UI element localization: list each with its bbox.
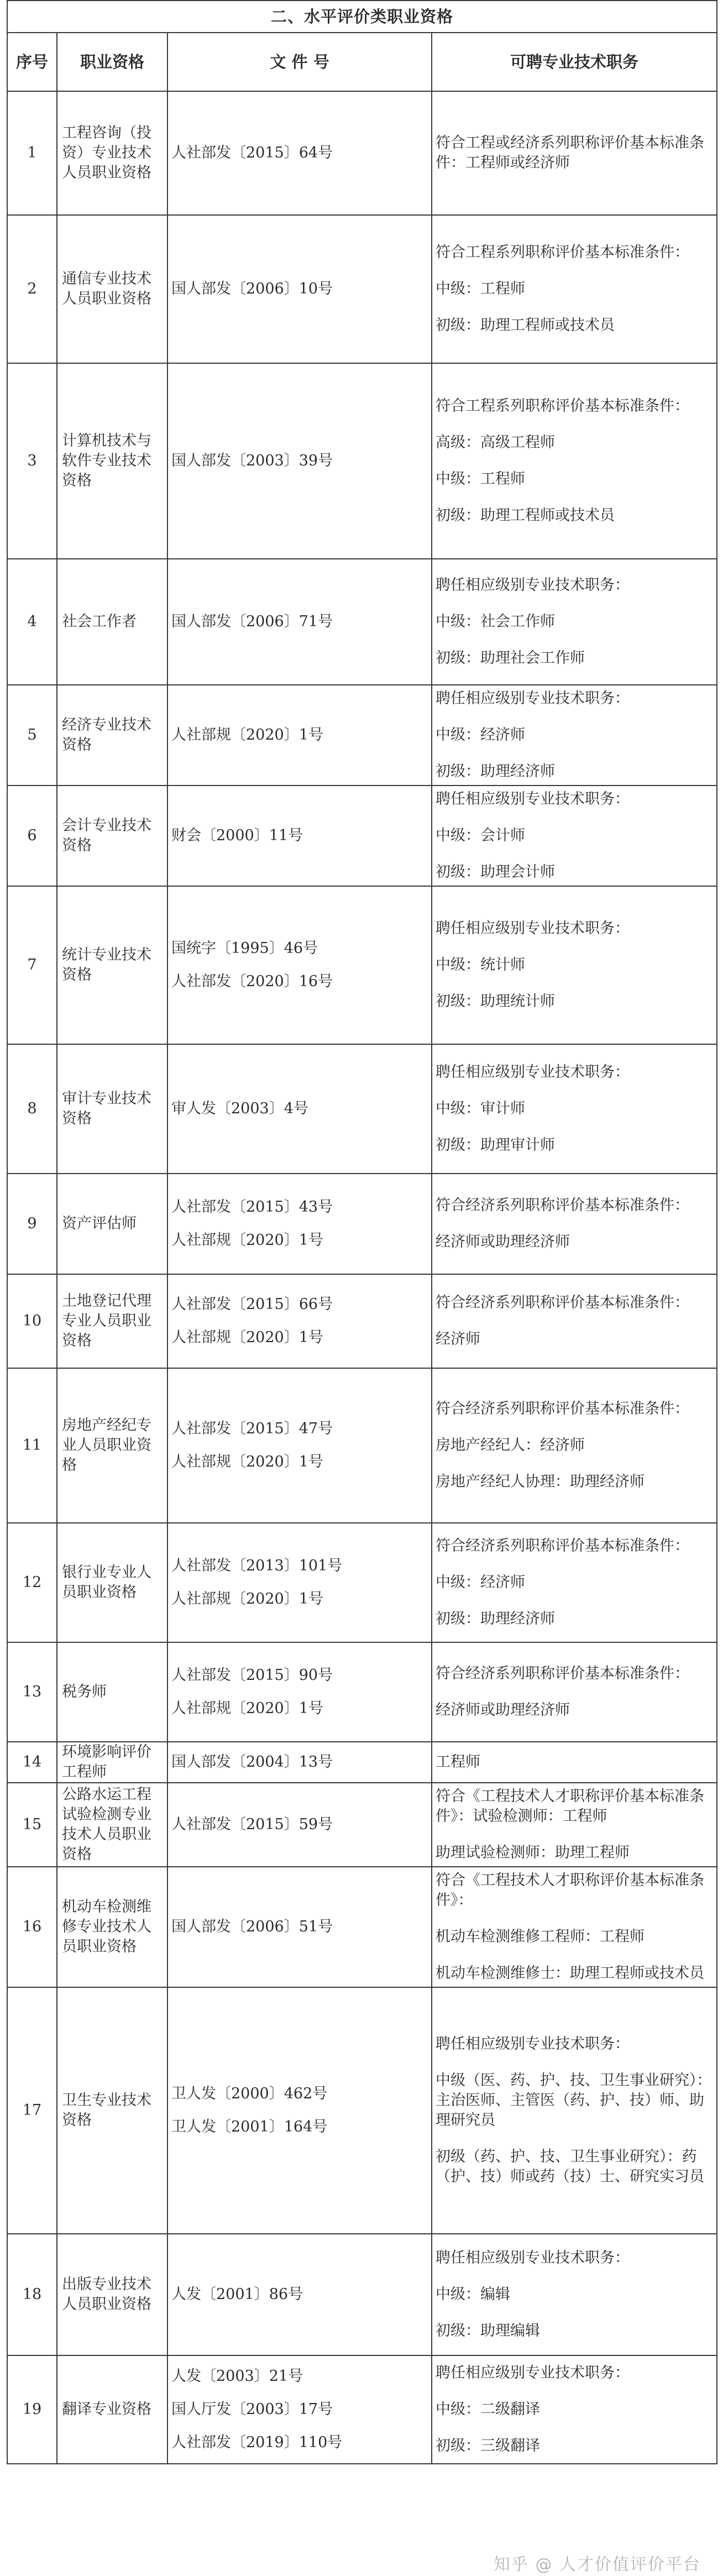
document-number: 人社部规〔2020〕1号 [171, 726, 323, 744]
row-posts-cell [432, 685, 717, 786]
row-document-cell [167, 1274, 432, 1368]
row-posts-cell [432, 1274, 717, 1368]
row-seq: 13 [7, 1642, 57, 1742]
document-number: 人社部规〔2020〕1号 [171, 1329, 323, 1346]
row-document-cell [167, 215, 432, 363]
table-row [7, 215, 717, 363]
row-posts-cell [432, 559, 717, 685]
post-line: 初级：助理工程师或技术员 [436, 507, 615, 524]
post-line: 房地产经纪人：经济师 [436, 1437, 585, 1454]
post-line: 中级：经济师 [436, 1574, 525, 1591]
row-seq: 5 [7, 685, 57, 786]
header-seq: 序号 [7, 33, 57, 91]
row-qualification: 公路水运工程试验检测专业技术人员职业资格 [57, 1783, 167, 1867]
document-number: 国人部发〔2004〕13号 [171, 1753, 333, 1771]
document-number: 国人部发〔2003〕39号 [171, 452, 333, 469]
row-qualification: 卫生专业技术资格 [57, 1987, 167, 2234]
document-number: 人社部发〔2015〕59号 [171, 1816, 333, 1833]
header-row [7, 33, 717, 91]
document-number: 人社部发〔2015〕90号 [171, 1667, 333, 1684]
post-line: 符合《工程技术人才职称评价基本标准条件》：试验检测师：工程师 [436, 1788, 704, 1825]
row-seq: 7 [7, 886, 57, 1044]
post-line: 聘任相应级别专业技术职务： [436, 577, 630, 594]
post-line: 初级：助理审计师 [436, 1137, 555, 1154]
document-number: 审人发〔2003〕4号 [171, 1100, 308, 1117]
table-row [7, 363, 717, 559]
row-qualification: 环境影响评价工程师 [57, 1742, 167, 1783]
post-line: 初级：三级翻译 [436, 2437, 540, 2454]
table-row [7, 1642, 717, 1742]
post-line: 工程师 [436, 1753, 480, 1771]
row-document-cell [167, 786, 432, 886]
table-title-row [7, 1, 717, 33]
row-qualification: 出版专业技术人员职业资格 [57, 2234, 167, 2355]
document-number: 人社部规〔2020〕1号 [171, 1700, 323, 1717]
row-posts-cell [432, 886, 717, 1044]
row-posts-cell [432, 2355, 717, 2464]
table-row [7, 2355, 717, 2464]
header-posts: 可聘专业技术职务 [432, 33, 717, 91]
document-number: 人社部规〔2020〕1号 [171, 1590, 323, 1608]
post-line: 符合经济系列职称评价基本标准条件： [436, 1665, 689, 1682]
table-row [7, 1368, 717, 1523]
post-line: 符合经济系列职称评价基本标准条件： [436, 1294, 689, 1311]
row-seq: 10 [7, 1274, 57, 1368]
row-document-cell [167, 559, 432, 685]
row-posts-cell [432, 1523, 717, 1642]
row-document-cell [167, 1742, 432, 1783]
row-qualification: 税务师 [57, 1642, 167, 1742]
row-seq: 16 [7, 1867, 57, 1987]
table-row [7, 1867, 717, 1987]
post-line: 聘任相应级别专业技术职务： [436, 2364, 630, 2381]
post-line: 初级（药、护、技、卫生事业研究）：药（护、技）师或药（技）士、研究实习员 [436, 2148, 704, 2185]
post-line: 经济师 [436, 1331, 480, 1348]
row-qualification: 房地产经纪专业人员职业资格 [57, 1368, 167, 1523]
post-line: 符合工程系列职称评价基本标准条件： [436, 397, 689, 415]
row-document-cell [167, 1044, 432, 1174]
post-line: 中级：会计师 [436, 827, 525, 844]
row-posts-cell [432, 1368, 717, 1523]
row-posts-cell [432, 91, 717, 215]
row-qualification: 统计专业技术资格 [57, 886, 167, 1044]
row-seq: 19 [7, 2355, 57, 2464]
row-document-cell [167, 1174, 432, 1274]
post-line: 符合工程或经济系列职称评价基本标准条件：工程师或经济师 [436, 134, 704, 171]
row-posts-cell [432, 215, 717, 363]
document-number: 人社部发〔2015〕43号 [171, 1198, 333, 1216]
row-posts-cell [432, 1044, 717, 1174]
row-qualification: 土地登记代理专业人员职业资格 [57, 1274, 167, 1368]
post-line: 初级：助理统计师 [436, 993, 555, 1010]
post-line: 初级：助理经济师 [436, 1610, 555, 1627]
document-number: 人发〔2001〕86号 [171, 2286, 303, 2303]
header-document: 文 件 号 [167, 33, 432, 91]
row-posts-cell [432, 1742, 717, 1783]
row-document-cell [167, 1987, 432, 2234]
table-row [7, 886, 717, 1044]
table-row [7, 1523, 717, 1642]
row-seq: 4 [7, 559, 57, 685]
post-line: 经济师或助理经济师 [436, 1701, 570, 1719]
document-number: 国人厅发〔2003〕17号 [171, 2401, 333, 2418]
row-qualification: 资产评估师 [57, 1174, 167, 1274]
table-row [7, 559, 717, 685]
row-seq: 14 [7, 1742, 57, 1783]
row-seq: 2 [7, 215, 57, 363]
row-document-cell [167, 363, 432, 559]
document-number: 人社部规〔2020〕1号 [171, 1232, 323, 1249]
post-line: 中级（医、药、护、技、卫生事业研究）：主治医师、主管医（药、护、技）师、助理研究员 [436, 2072, 712, 2129]
row-document-cell [167, 1642, 432, 1742]
table-row [7, 1044, 717, 1174]
table-row [7, 91, 717, 215]
row-seq: 11 [7, 1368, 57, 1523]
table-body [7, 91, 717, 2464]
table-row [7, 1174, 717, 1274]
table-row [7, 786, 717, 886]
table-row [7, 1783, 717, 1867]
row-seq: 1 [7, 91, 57, 215]
document-number: 财会〔2000〕11号 [171, 827, 303, 844]
row-qualification: 工程咨询（投资）专业技术人员职业资格 [57, 91, 167, 215]
row-qualification: 机动车检测维修专业技术人员职业资格 [57, 1867, 167, 1987]
row-posts-cell [432, 786, 717, 886]
document-number: 国人部发〔2006〕10号 [171, 280, 333, 297]
table-row [7, 1274, 717, 1368]
table-row [7, 1742, 717, 1783]
row-seq: 6 [7, 786, 57, 886]
post-line: 中级：二级翻译 [436, 2401, 540, 2418]
post-line: 机动车检测维修士：助理工程师或技术员 [436, 1965, 704, 1982]
document-number: 人社部规〔2020〕1号 [171, 1453, 323, 1470]
row-document-cell [167, 2234, 432, 2355]
document-number: 人社部发〔2019〕110号 [171, 2434, 343, 2451]
post-line: 助理试验检测师：助理工程师 [436, 1844, 630, 1861]
post-line: 中级：统计师 [436, 956, 525, 973]
row-qualification: 通信专业技术人员职业资格 [57, 215, 167, 363]
row-document-cell [167, 2355, 432, 2464]
row-seq: 3 [7, 363, 57, 559]
document-number: 人社部发〔2015〕47号 [171, 1420, 333, 1437]
post-line: 中级：经济师 [436, 726, 525, 744]
post-line: 聘任相应级别专业技术职务： [436, 1064, 630, 1081]
document-number: 卫人发〔2001〕164号 [171, 2118, 328, 2135]
post-line: 符合经济系列职称评价基本标准条件： [436, 1197, 689, 1214]
row-seq: 15 [7, 1783, 57, 1867]
row-qualification: 计算机技术与软件专业技术资格 [57, 363, 167, 559]
post-line: 初级：助理经济师 [436, 763, 555, 780]
document-number: 人社部发〔2015〕64号 [171, 144, 333, 161]
post-line: 高级：高级工程师 [436, 434, 555, 451]
post-line: 符合经济系列职称评价基本标准条件： [436, 1537, 689, 1554]
row-qualification: 银行业专业人员职业资格 [57, 1523, 167, 1642]
post-line: 初级：助理会计师 [436, 863, 555, 881]
row-document-cell [167, 886, 432, 1044]
row-seq: 18 [7, 2234, 57, 2355]
table-row [7, 685, 717, 786]
row-document-cell [167, 91, 432, 215]
row-qualification: 翻译专业资格 [57, 2355, 167, 2464]
table-row [7, 1987, 717, 2234]
post-line: 机动车检测维修工程师：工程师 [436, 1928, 645, 1945]
row-seq: 9 [7, 1174, 57, 1274]
row-document-cell [167, 1368, 432, 1523]
row-document-cell [167, 685, 432, 786]
document-number: 人社部发〔2020〕16号 [171, 973, 333, 990]
document-number: 国人部发〔2006〕51号 [171, 1918, 333, 1935]
document-number: 国统字〔1995〕46号 [171, 940, 318, 957]
row-posts-cell [432, 2234, 717, 2355]
post-line: 中级：工程师 [436, 280, 525, 297]
post-line: 中级：社会工作师 [436, 613, 555, 630]
post-line: 初级：助理编辑 [436, 2322, 540, 2339]
post-line: 初级：助理工程师或技术员 [436, 317, 615, 334]
row-document-cell [167, 1783, 432, 1867]
post-line: 初级：助理社会工作师 [436, 650, 585, 667]
row-document-cell [167, 1867, 432, 1987]
row-posts-cell [432, 1987, 717, 2234]
qualification-table [7, 0, 717, 2464]
post-line: 中级：审计师 [436, 1100, 525, 1117]
header-qualification: 职业资格 [57, 33, 167, 91]
row-qualification: 审计专业技术资格 [57, 1044, 167, 1174]
post-line: 符合经济系列职称评价基本标准条件： [436, 1400, 689, 1417]
row-posts-cell [432, 363, 717, 559]
row-posts-cell [432, 1174, 717, 1274]
row-document-cell [167, 1523, 432, 1642]
post-line: 聘任相应级别专业技术职务： [436, 690, 630, 707]
row-seq: 8 [7, 1044, 57, 1174]
post-line: 聘任相应级别专业技术职务： [436, 920, 630, 937]
watermark-text: 知乎 @ 人才价值评价平台 [493, 2555, 701, 2574]
document-number: 国人部发〔2006〕71号 [171, 613, 333, 630]
row-posts-cell [432, 1642, 717, 1742]
document-number: 人发〔2003〕21号 [171, 2368, 303, 2385]
post-line: 聘任相应级别专业技术职务： [436, 2249, 630, 2266]
post-line: 中级：编辑 [436, 2286, 510, 2303]
row-posts-cell [432, 1783, 717, 1867]
table-row [7, 2234, 717, 2355]
post-line: 聘任相应级别专业技术职务： [436, 790, 630, 808]
row-qualification: 会计专业技术资格 [57, 786, 167, 886]
document-number: 人社部发〔2015〕66号 [171, 1296, 333, 1313]
table-title: 二、水平评价类职业资格 [7, 1, 717, 33]
post-line: 房地产经纪人协理：助理经济师 [436, 1473, 645, 1490]
row-posts-cell [432, 1867, 717, 1987]
post-line: 经济师或助理经济师 [436, 1233, 570, 1250]
post-line: 聘任相应级别专业技术职务： [436, 2035, 630, 2053]
post-line: 符合《工程技术人才职称评价基本标准条件》： [436, 1872, 704, 1909]
post-line: 中级：工程师 [436, 470, 525, 488]
row-seq: 17 [7, 1987, 57, 2234]
post-line: 符合工程系列职称评价基本标准条件： [436, 244, 689, 261]
document-number: 卫人发〔2000〕462号 [171, 2085, 328, 2102]
document-number: 人社部发〔2013〕101号 [171, 1557, 343, 1574]
row-qualification: 社会工作者 [57, 559, 167, 685]
row-seq: 12 [7, 1523, 57, 1642]
row-qualification: 经济专业技术资格 [57, 685, 167, 786]
